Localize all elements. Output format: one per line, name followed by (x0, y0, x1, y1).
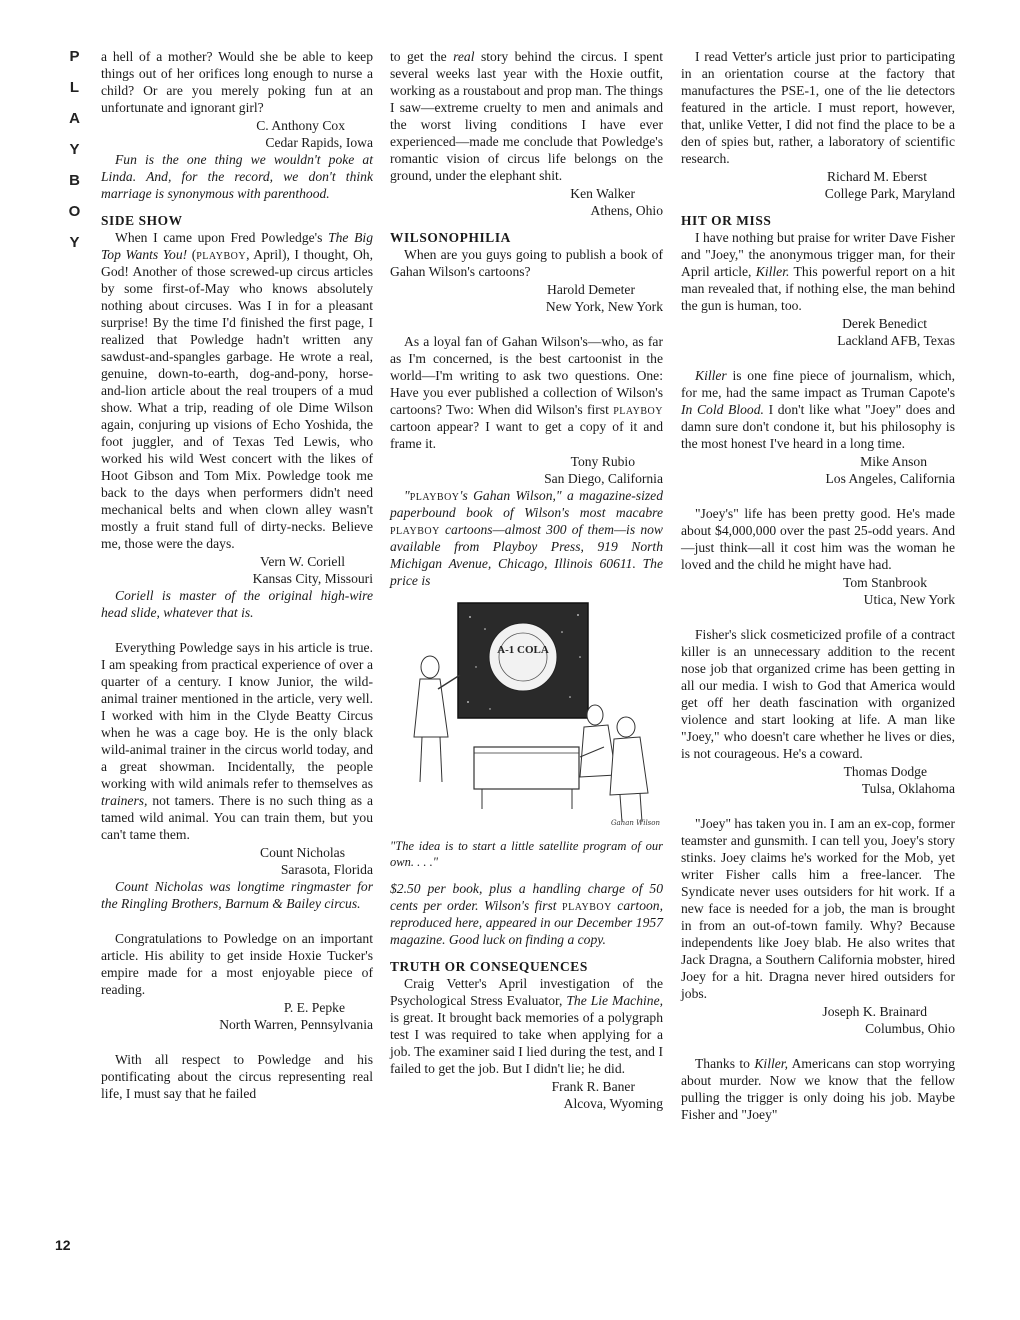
signer-name: Frank R. Baner (551, 1079, 635, 1094)
letter-signature (390, 453, 663, 487)
letter-text: When are you guys going to publish a book of Gahan Wilson's cartoons? (390, 247, 663, 279)
letter-signature (101, 553, 373, 587)
signer-name: Vern W. Coriell (260, 554, 345, 569)
column-1 (101, 48, 373, 1102)
signer-name: Richard M. Eberst (826, 169, 927, 184)
letter-text: Everything Powledge says in his article is true. I am speaking from practical experience of over a quarter of a century. I know Junior, the wild-animal trainer mentioned in the article, very well. I worked with him in the Clyde Beatty Circus when he was a cage boy. He is the only black wild-animal trainer in the circus world today, and a great showman. Incidentally, the people working with wild animals refer to themselves as trainers, not tamers. There is no such thing as a tamed wild animal. You can train them, but you can't tame them. (101, 640, 373, 842)
letter-text: Thanks to Killer, Americans can stop worrying about murder. Now we know that the fellow pulling the trigger is only doing his job. Maybe Fisher and "Joey" (681, 1056, 955, 1122)
signer-location: Sarasota, Florida (280, 862, 373, 877)
letter-signature (681, 315, 955, 349)
gahan-wilson-cartoon (390, 597, 663, 832)
letter-text: Congratulations to Powledge on an important article. His ability to get inside Hoxie Tucker's empire made for a most enjoyable piece of reading. (101, 931, 373, 997)
letter-text: "Joey's" life has been pretty good. He's made about $4,000,000 over the past 25-odd years. And—just think—all it cost him was the woman he loved and the child he might have had. (681, 506, 955, 572)
signer-name: Joseph K. Brainard (822, 1004, 927, 1019)
editor-reply: $2.50 per book, plus a handling charge of 50 cents per order. Wilson's first playboy cartoon, reproduced here, appeared in our December 1957 magazine. Good luck on finding a copy. (390, 881, 663, 947)
signer-name: Count Nicholas (260, 845, 345, 860)
signer-name: Thomas Dodge (843, 764, 927, 779)
signer-name: C. Anthony Cox (256, 118, 345, 133)
signer-location: Los Angeles, California (825, 471, 955, 486)
letter-text: to get the real story behind the circus. I spent several weeks last year with the Hoxie outfit, working as a roustabout and prop man. The things I saw—extreme cruelty to men and animals and the worst living conditions I have ever experienced—made me conclude that Powledge's romantic vision of circus life belongs on the ground, under the elephant shit. (390, 49, 664, 183)
letter-text: I read Vetter's article just prior to participating in an orientation course at the factory that manufactures the PSE-1, one of the lie detectors featured in the article. I must report, however, that, unlike Vetter, I did not find the place to be a den of spies but, rather, a laboratory of scientific research. (681, 49, 955, 166)
cartoon-caption: "The idea is to start a little satellite program of our own. . . ." (390, 839, 663, 869)
letter-text: a hell of a mother? Would she be able to keep things out of her orifices long enough to nurse a child? Or are you merely poking fun at an unfortunate and ignorant girl? (101, 49, 373, 115)
signer-location: San Diego, California (544, 471, 663, 486)
letter-signature (101, 999, 373, 1033)
cartoonist-signature: Gahan Wilson (610, 819, 660, 827)
signer-name: Tom Stanbrook (842, 575, 927, 590)
letter-signature (681, 453, 955, 487)
signer-location: New York, New York (545, 299, 663, 314)
column-3 (681, 48, 955, 1123)
signer-location: North Warren, Pennsylvania (219, 1017, 373, 1032)
section-heading: SIDE SHOW (101, 213, 183, 228)
letter-text: "Joey" has taken you in. I am an ex-cop, former teamster and gunsmith. I can tell you, Joey's story stinks. Joey claims he's worked for the Mob, yet writer Fisher calls him a free-lancer. The Syndicate never uses outsiders for hit work. If a new face is needed for a job, the man is brought in from an out-of-town family. Why? Because independents like Joey blab. He also writes that Jack Dragna, a Southern California mobster, hired Joey for a hit. Dragna never hired outsiders for jobs. (681, 816, 955, 1001)
signer-location: Alcova, Wyoming (563, 1096, 663, 1111)
letter-signature (390, 1078, 663, 1112)
signer-location: Kansas City, Missouri (252, 571, 373, 586)
column-2 (390, 48, 663, 1112)
letter-signature (390, 281, 663, 315)
editor-reply: Count Nicholas was longtime ringmaster for the Ringling Brothers, Barnum & Bailey circus. (101, 879, 373, 911)
letter-text: Craig Vetter's April investigation of the Psychological Stress Evaluator, The Lie Machine, is great. It brought back memories of a polygraph test I was required to take when applying for a job. The examiner said I lied during the test, and I failed to get the job. But I didn't lie; he did. (390, 976, 663, 1076)
article-title: The Big Top Wants You! (101, 230, 373, 262)
letter-signature (681, 763, 955, 797)
letter-signature (101, 844, 373, 878)
letter-signature (681, 574, 955, 608)
letter-signature (390, 185, 663, 219)
magazine-running-head: PLAYBOY (66, 48, 83, 265)
signer-name: Ken Walker (570, 186, 635, 201)
signer-name: P. E. Pepke (283, 1000, 345, 1015)
signer-location: College Park, Maryland (824, 186, 955, 201)
magazine-name-inline: playboy (196, 247, 247, 262)
signer-location: Cedar Rapids, Iowa (265, 135, 373, 150)
signer-location: Utica, New York (863, 592, 955, 607)
signer-name: Harold Demeter (547, 282, 635, 297)
letter-text: Killer is one fine piece of journalism, which, for me, had the same impact as Truman Capote's In Cold Blood. I don't like what "Joey" does and damn sure don't condone it, but his philosophy is the most honest I've heard in a long time. (681, 368, 955, 451)
letter-text: With all respect to Powledge and his pontificating about the circus representing real life, I must say that he failed (101, 1052, 373, 1101)
editor-reply: Fun is the one thing we wouldn't poke at Linda. And, for the record, we don't think marriage is synonymous with parenthood. (101, 152, 373, 201)
letter-signature (681, 168, 955, 202)
editor-reply: Coriell is master of the original high-wire head slide, whatever that is. (101, 588, 373, 620)
section-heading: HIT OR MISS (681, 213, 772, 228)
section-heading: TRUTH OR CONSEQUENCES (390, 959, 588, 974)
letter-text: As a loyal fan of Gahan Wilson's—who, as far as I'm concerned, is the best cartoonist in the world—I'm writing to ask two questions. One: Have you ever published a collection of Wilson's cartoons? Two: When did Wilson's first playboy cartoon appear? I want to get a copy of it and frame it. (390, 334, 663, 451)
signer-name: Derek Benedict (842, 316, 927, 331)
signer-location: Tulsa, Oklahoma (861, 781, 955, 796)
letter-text: When I came upon Fred Powledge's The Big Top Wants You! (playboy, April), I thought, Oh, God! Another of those screwed-up circus articles by some first-of-May who knows absolutely nothing about circuses. Was I in for a pleasant surprise! By the time I'd finished the first page, I realized that Powledge hadn't written any sawdust-and-spangles garbage. He wrote a real, genuine, down-to-earth, dog-and-pony, horse-and-lion article about the real troupers of a mud show. What a trip, reading of ole Dime Wilson again, conjuring up visions of Echo Yoshida, the foot juggler, and of Texas Ted Lewis, who worked his wild West concert with the likes of Hoot Gibson and Tom Mix. Powledge took me back to the days when performers didn't need mechanical belts and when clown alley wasn't mostly a fruit stand full of dirty-necks. Believe me, those were the days. (101, 230, 373, 551)
letter-text: I have nothing but praise for writer Dave Fisher and "Joey," the anonymous trigger man, for their April article, Killer. This powerful report on a hit man revealed that, if nothing else, the man behind the gun is human, too. (681, 230, 955, 313)
letter-text: Fisher's slick cosmeticized profile of a contract killer is an unnecessary addition to the recent nose job that organized crime has been getting in all our media. I wish to God that America would get off her death fascination with organized violence and start looking at life. A man like "Joey," who doesn't care whether he lives or dies, is not courageous. He's a coward. (681, 627, 955, 761)
signer-location: Columbus, Ohio (865, 1021, 955, 1036)
cartoon-sign-text: A-1 COLA (497, 644, 549, 656)
signer-name: Tony Rubio (570, 454, 635, 469)
signer-location: Athens, Ohio (590, 203, 663, 218)
page-number: 12 (55, 1237, 71, 1253)
section-heading: WILSONOPHILIA (390, 230, 511, 245)
letter-signature (101, 117, 373, 151)
signer-name: Mike Anson (860, 454, 927, 469)
editor-reply: "playboy's Gahan Wilson," a magazine-sized paperbound book of Wilson's most macabre playboy cartoons—almost 300 of them—is now available from Playboy Press, 919 North Michigan Avenue, Chicago, Illinois 60611. The price is (390, 488, 663, 588)
letter-signature (681, 1003, 955, 1037)
signer-location: Lackland AFB, Texas (837, 333, 955, 348)
